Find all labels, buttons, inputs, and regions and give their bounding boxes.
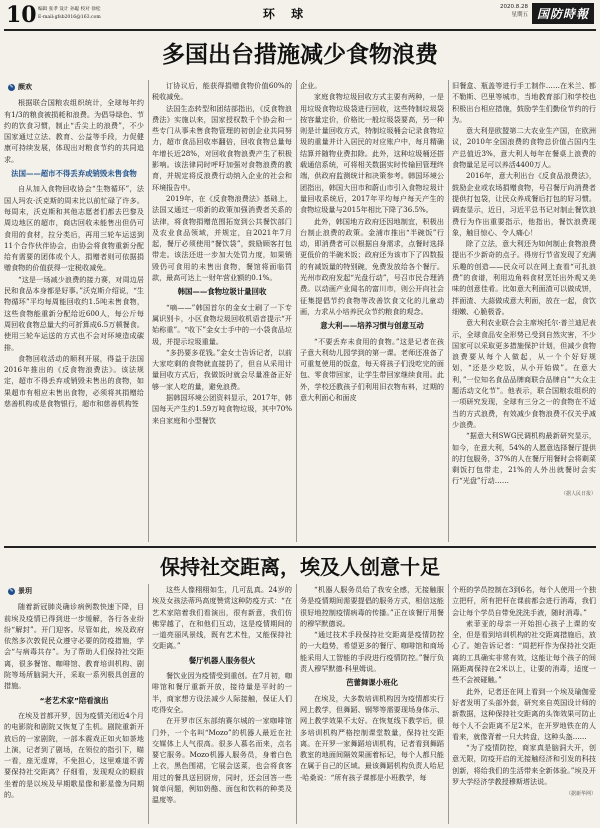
header-rule bbox=[4, 29, 596, 31]
paragraph: 食物回收活动的顺利开展，得益于法国2016年推出的《反食物浪费法》。该法规定，超市不得丢弃或销毁未售出的食物，如果超市有相应未售出食物，必须将其捐赠给慈善机构或是食物银行，超市和慈善机构签 bbox=[4, 353, 144, 409]
page-header bbox=[0, 0, 600, 29]
editorial-credits bbox=[38, 6, 188, 21]
column-divider bbox=[148, 80, 149, 542]
subheading-france: 法国——超市不得丢弃或销毁未售食物 bbox=[11, 169, 137, 179]
article1-column-4 bbox=[452, 80, 596, 542]
paragraph: 自从加入食物回收协会“生物循环”，法国人玛农·沃克斯的周末比以前忙碌了许多。每周末，沃克斯和其他志愿者们都去巴黎及周边地区的超市，商店回收未能售出但仍可食用的食材，拉分类后，再用三轮车运送到11个合作伙伴协会，由协会将食物重新分配给有需要的团体或个人，捐赠者则可依据捐赠食物的价值获得一定税收减免。 bbox=[4, 184, 144, 273]
article2-column-4 bbox=[452, 584, 596, 824]
column-divider bbox=[448, 584, 449, 824]
paragraph: 此外，记者还在网上看到一个埃及瑜伽爱好者发明了头部外套，研究来自英国设计师的新数据，这种保持社交距离的头饰效果可防止每个人不会距离不足2米，在开罗地铁在的人看来，就像背着一只大转盘，这种头盔…… bbox=[452, 686, 596, 741]
article2-author: 景玥 bbox=[18, 587, 32, 595]
subheading-theater: “老艺术家”陪看演出 bbox=[39, 695, 109, 705]
paragraph: 意大利农业联合会主席埃托尔·普兰迪尼表示，全球食品安全形势已受到自然灾害，不少国家可以采取更多措施保护计划，但减少食物浪费要从每个人做起，从一个个好好规划，“还是少吃饭，从小开始做”。在意大利，”一位知名食品品牌商联合品牌自”“大众主题活动文化节”。他表示，联合国粮农组织的一项研究发现，全球有三分之一的食物在不适当的方式浪费，有效减少食物浪费不仅关乎减少浪费。 bbox=[452, 318, 596, 429]
issue-weekday: 星期五 bbox=[511, 12, 528, 18]
subheading-korea: 韩国——食物垃圾计量回收 bbox=[177, 287, 267, 297]
column-divider bbox=[448, 80, 449, 542]
column-divider bbox=[296, 80, 297, 542]
paragraph: 订协议后，能获得捐赠食物价值60%的税收减免。 bbox=[152, 81, 292, 102]
article1-column-3 bbox=[300, 80, 444, 542]
issue-date: 2020.8.28 bbox=[499, 4, 528, 10]
article-separator bbox=[4, 546, 596, 548]
paragraph: 法国生态转型和团结部指出，《反食物浪费法》实施以来，国家授权数千个协会和一些专门从事未售食物管理的初创企业共同努力，超市食品回收率翻倍，回收食物总量每年增长近28%，对回收食物浪费产生了积极影响。该法律同时呼吁加强对食物浪费的教育，并规定将反浪费行动纳入企业的社会和环境报告中。 bbox=[152, 103, 292, 192]
article2-column-2 bbox=[152, 584, 292, 824]
masthead-area bbox=[500, 3, 594, 24]
article2-source-credit: （据新华网） bbox=[565, 791, 596, 798]
paragraph: 索菲亚的母亲一开始担心孩子上课的安全，但是看到培训机构的社交距离措施后，放心了。她告诉记者：“周把杆作为保持社交距离的工具确实非常有效，这能让每个孩子的间隔距离保持在2米以上，让要的消毒，适度一些不会被碰触。” bbox=[452, 618, 596, 685]
article2-headline: 保持社交距离，埃及人创意十足 bbox=[160, 555, 440, 579]
page-number: 10 bbox=[6, 2, 37, 28]
article1-headline: 多国出台措施减少食物浪费 bbox=[162, 42, 438, 68]
article1-column-1 bbox=[4, 80, 144, 542]
author-pen-icon: ✎ bbox=[9, 84, 14, 91]
date-block bbox=[500, 3, 528, 19]
column-divider bbox=[296, 584, 297, 824]
paragraph: 2019年，在《反食物浪费法》基础上，法国又通过一项新的政策加强消费者关系的法律，将食物捐赠范围拓宽到公共餐饮部门及农业食品领域，并规定，自2021年7月起，餐厅必须使用“餐饮袋”，鼓励顾客打包带走。该法还进一步加大处罚力度，如果销毁仍可食用的未售出食物，餐馆将面临罚款，最高可达上一财年营业额的0.1%。 bbox=[152, 193, 292, 283]
subheading-italy: 意大利——培养习惯与创意互动 bbox=[320, 321, 424, 331]
column-divider bbox=[148, 584, 149, 824]
article1-author: 颜欢 bbox=[18, 83, 32, 91]
paragraph: 在埃及，大多数培训机构因为疫情都实行网上教学，但舞蹈、钢琴等需要现场身体示、网上教学效果不太好。在恢复线下教学后，很多培训机构严格控制课堂数量，保持社交距离。在开罗一家舞蹈培训机构，记者看到舞蹈教室的地面间隔效果画着标记，每个人都只能在属于自己的区域。最该舞蹈机构负责人哈尼·哈桑说：“所有孩子课都是小班教学，每 bbox=[300, 693, 444, 782]
paragraph: 在埃及首都开罗，因为疫情关闭近4个月的电影院和剧院又恢复了生机。剧院重新开放后的一家剧院，一部本震戏正如火如荼地上演，记者到了剧场，在领位的指引下，瞄一看，座无虚席，不免担心，这里难道不需要保持社交距离？仔细看，发现观众的眼前坐着的是以埃及早期歌星像和影星像为同期的。 bbox=[4, 710, 144, 800]
paragraph: 企业。 bbox=[300, 81, 322, 90]
paragraph: 据韩国环境公团资料显示，2017年，韩国每天产生约1.59万吨食物垃圾，其中70%来自家庭和小型餐饮 bbox=[152, 393, 292, 425]
subheading-ballet: 芭蕾舞课小班化 bbox=[346, 678, 398, 688]
article2-column-3 bbox=[300, 584, 444, 824]
article1-byline bbox=[8, 82, 144, 93]
paragraph: 根据联合国粮农组织统计，全球每年约有1/3的粮食被损耗和浪费。为倡导绿色、节约的饮食习惯，制止“舌尖上的浪费”，不少国家通过立法、教育、公益等手段，力促健康可持续发展，体现出对粮食节约的共同追求。 bbox=[4, 98, 144, 164]
newspaper-masthead: 国防時報 bbox=[532, 3, 594, 24]
email-line: E-mail:gfsb2016@163.com bbox=[38, 14, 101, 20]
paragraph: 这些人像栩栩如生，几可乱真。24岁的埃及女孩法蒂玛高度赞赏这种防疫方式：“在艺术家陪着我们看演出，很有新意，我们仿佛穿越了，在和他们互动，这是疫情期间的一道亮丽风景线，既有艺术性，又能保持社交距离。” bbox=[152, 585, 292, 651]
paragraph: “据意大利SWG民调机构最新研究显示，如今，在意大利，54%的人愿意选择餐厅提供的打包服务，37%的人在餐厅用餐时会将剩菜剩饭打包带走，21%的人外出就餐时会实行“光盘”行动…… bbox=[452, 431, 596, 486]
paragraph: 餐饮业因为疫情受到重创。在7月初，咖啡馆和餐厅重新开放，接待量是平时的一半，商家想方设法减少人际接触，保证人们吃得安全。 bbox=[152, 671, 292, 714]
subheading-robot: 餐厅机器人服务很火 bbox=[188, 655, 256, 665]
article2-column-1 bbox=[4, 584, 144, 824]
paragraph: 随着新冠肺炎确诊病例数快速下降，目前埃及疫情已得到进一步缓解，各行各业纷纷“解封”。开门迎客。尽管如此，埃及政府依然多次敦促民众遵守必要的防疫措施，学会“与病毒共存”。为了帮助人们保持社交距离，很多餐馆、咖啡馆、教育培训机构、剧院等场所脑洞大开，采取一系列极具创意的措施。 bbox=[4, 602, 144, 691]
article1-source-credit: （据人民日报） bbox=[560, 490, 596, 497]
author-pen-icon: ✎ bbox=[9, 588, 14, 595]
paragraph: “多扔要多花钱。”金女士告诉记者，以前大家吃剩的食物就直接扔了，但自从采用计量回收方式后，我做饭时就会尽量准备正好够一家人吃的量，避免浪费。 bbox=[152, 347, 292, 391]
section-title: 环 球 bbox=[262, 7, 310, 21]
paragraph: “嘀——”韩国首尔的金女士刷了一下专属识别卡，小区食物垃圾回收机语音提示“开始称重”。“收下”金女士手中的一小袋食品垃圾，并提示垃圾重量。 bbox=[152, 302, 292, 346]
paragraph: 除了立法，意大利还为如何制止食物浪费提出不少新奇的点子。得房行节省发现了充满乐趣的创造——民众可以在网上查看“可扎浪费”的食谱，利用边角料食材烹饪出外观又美味的创意佳肴。比如意大利面渣可以做成饼，拌面渣、大蒜做成意大利面，放在一起，食饮细嫩、心脆极香。 bbox=[452, 239, 596, 316]
article1-column-2 bbox=[152, 80, 292, 542]
paragraph: “不要丢弃未食用的食物。”这是记者在孩子意大利幼儿园学到的第一课。老师还准备了可重复使用的饭盒，每天将孩子们没吃完的面包、零食带回家，让学生带回家继续食用。此外，学校还教孩子们利用旧衣物布料，过期的意大利面心和面皮 bbox=[300, 336, 444, 403]
paragraph: 旧餐盒、瓶盖等进行手工制作……在米兰、都不勒斯、巴里等城市，当地教育部门和学校也积极出台相应措施，鼓励学生们勤俭节约的行为。 bbox=[452, 81, 596, 124]
paragraph: 2016年，意大利出台《反食品浪费法》，鼓励企业或农场捐赠食物，号召餐厅向消费者提供打包袋，让民众养成餐后打包的好习惯。调查显示，近日，习近平总书记对制止餐饮浪费行为作出重要指示，他指出，餐饮浪费现象，触目惊心、令人痛心！ bbox=[452, 171, 596, 237]
paragraph: 家庭食物垃圾回收方式主要有两种，一是用垃圾食物垃圾袋进行回收，这些特制垃圾袋按容量定价，价格比一般垃圾袋要高，另一种则是计量回收方式，特制垃圾桶会记录食物垃圾的重量并计入居民的对应账户中，每月精确结算并随物业费扣除。此外，这种垃圾桶还搭载通信系统，可将相关数据实时传输回管理终端，供政府监测统计和决策参考。韩国环境公团指出，韩国大田市和蔚山市引入食物垃圾计量回收系统后，2017年平均每户每天产生的食物垃圾量与2015年相比下降了36.5%。 bbox=[300, 92, 444, 215]
paragraph: “通过技术手段保持社交距离是疫情防控的一大趋势，希望更多的餐厅、咖啡馆和商场能采用人工智能的手段进行疫情防控。”餐厅负责人穆罕默德·科里姆说。 bbox=[300, 630, 444, 674]
editors-line: 编辑 张孝 设计 孙聪 校对 徐松 bbox=[38, 7, 101, 12]
paragraph: “为了疫情防控，商家真是脑洞大开，创意无限，防疫开启的无接触经济和引发的科技创新，将给我们的生活带来全新体验。”埃及开罗大学经济学教授穆斯塔法说。 bbox=[452, 743, 596, 787]
paragraph: 在开罗市区东部纳赛尔城的一家咖啡馆门外，一个名叫“Mozo”的机器人最近在社交媒体上人气很高。很多人慕名而来，点名要它服务。Mozo机器人服务员，身着白色上衣，黑色围裙，它展会送菜，也会将食客用过的餐具送回厨房，同时，还会回答一些简单问题，例如奶酪、面包和饮料的种类及温度等。 bbox=[152, 716, 292, 805]
paragraph: 个班的学员控制在3到6名，每个人使用一个独立把杆，所有把杆在课前都会进行消毒，我们会让每个学员自带免洗洗手液，随时消毒。” bbox=[452, 585, 596, 617]
paragraph: 此外，韩国地方政府还因地制宜，积极出台制止浪费的政策。金浦市推出“半碗饭”行动，即消费者可以根据自身需求，点餐时选择更低价的半碗米饭；政府还为该市下了四数报的有减饭量的特别碗，免费发放给各个餐厅。光州市政府发起“光盘行动”，号召市民合理消费。以动画产业闻名的富川市，则公开向社会征集提倡节约食物等改善饮食文化的儿童动画，力求从小培养民众节约粮食的观念。 bbox=[300, 216, 444, 316]
article2-byline bbox=[8, 586, 144, 597]
paragraph: “这是一场减少浪费的接力赛，对周边居民和食品本身都是好事。”沃克斯介绍说，“生物循环”平均每周能回收约1.5吨未售食物，这些食物能重新分配给近600人，每公斤每周回收食物总量大约可折算成6.5万顿餐食。使用三轮车运送的方式也不会对环境造成碳排。 bbox=[4, 274, 144, 352]
paragraph: “机器人服务员给了我安全感，无接触服务是疫情期间需要提倡的服务方式，相信这能很好地控制疫情病毒的传播。”正在该餐厅用餐的穆罕默德说。 bbox=[300, 585, 444, 628]
paragraph: 意大利是欧盟第二大农业生产国，在欧洲议，2010年全国浪费的食物总价值占国内生产总值近3%，意大利人每年在餐桌上浪费的食物量足足可以养活4400万人。 bbox=[452, 126, 596, 170]
